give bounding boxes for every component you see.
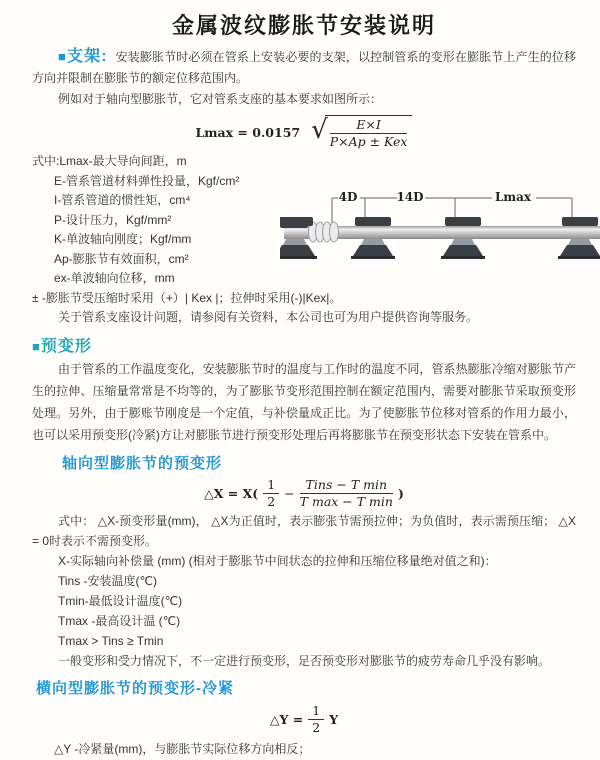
- pipe-support-diagram: [280, 152, 600, 277]
- lateral-predeform-formula: [32, 704, 576, 735]
- variable-line: Tins -安装温度(℃): [58, 573, 158, 588]
- variable-line: Tmax > Tins ≥ Tmin: [58, 633, 164, 648]
- guide-spacing-formula: [32, 115, 576, 149]
- dimension-label-4d: 4D: [338, 190, 358, 204]
- temp-denominator: T max − T min: [299, 493, 393, 509]
- close-paren: ): [397, 485, 404, 501]
- definition-line: I-管系管道的惯性矩，cm⁴: [54, 193, 191, 207]
- section-square-icon: ■: [58, 49, 66, 64]
- definition-line: P-设计压力，Kgf/mm²: [54, 212, 172, 227]
- definition-line: 式中:Lmax-最大导向间距，m: [32, 154, 187, 168]
- definitions-and-diagram: [32, 152, 576, 289]
- section-square-icon: ■: [32, 338, 40, 354]
- formula-denominator: P×Ap ± Kex: [329, 134, 408, 149]
- lateral-formula-explain: △Y -冷紧量(mm)，与膨胀节实际位移方向相反；: [54, 741, 311, 756]
- temp-numerator: Tins − T min: [300, 478, 393, 494]
- formula-numerator: E×I: [330, 118, 408, 134]
- half-denominator: 2: [267, 493, 276, 509]
- half-denominator: 2: [312, 719, 321, 735]
- support-example-text: 例如对于轴向型膨胀节，它对管系支座的基本要求如图所示：: [58, 92, 383, 106]
- half-numerator: 1: [308, 704, 324, 720]
- bellows-icon: [309, 222, 339, 242]
- axial-variable-list: [58, 551, 576, 651]
- service-note: 关于管系支座设计问题，请参阅有关资料，本公司也可为用户提供咨询等服务。: [58, 309, 479, 324]
- axial-predeform-formula: [32, 478, 576, 509]
- sqrt-sign: √: [311, 115, 328, 145]
- formula-lhs: Lmax = 0.0157: [195, 124, 301, 140]
- support-intro-text: 安装膨胀节时必须在管系上安装必要的支架，以控制管系的变形在膨胀节上产生的位移方向并限制在膨胀节的额定位移范围内。: [32, 50, 576, 85]
- plus-minus-note: ± -膨胀节受压缩时采用（+）| Kex |；拉伸时采用(-)|Kex|。: [32, 290, 342, 305]
- half-numerator: 1: [263, 478, 279, 494]
- variable-line: Tmin-最低设计温度(℃): [58, 593, 183, 608]
- variable-line: Tmax -最高设计温 (℃): [58, 613, 181, 628]
- support-intro-paragraph: [32, 46, 576, 89]
- formula-lhs: △Y =: [269, 711, 304, 727]
- definition-line: ex-单波轴向位移，mm: [54, 271, 175, 285]
- lateral-subheading: 横向型膨胀节的预变形-冷紧: [36, 679, 234, 697]
- minus-sign: −: [284, 485, 295, 501]
- formula-rhs: Y: [329, 711, 339, 727]
- axial-subheading: 轴向型膨胀节的预变形: [62, 454, 223, 472]
- definition-line: Ap-膨胀节有效面积，cm²: [54, 251, 189, 266]
- variable-line: X-实际轴向补偿量 (mm) (相对于膨胀节中间状态的拉伸和压缩位移量绝对值之和)：: [58, 553, 497, 568]
- support-section-title: 支架:: [66, 48, 108, 65]
- predeform-paragraph: 由于管系的工作温度变化，安装膨胀节时的温度与工作时的温度不同，管系热膨胀冷缩对膨胀节产生的拉伸、压缩量常常是不均等的，为了膨胀节变形范围控制在额定范围内，需要对膨胀节采取预变形处理。另外，由于膨账节刚度是一个定值，与补偿量成正比。为了使膨胀节位移对管系的作用力最小，也可以采用预变形(冷紧)方让对膨胀节进行预变形处理后再将膨胀节在预变形状态下安装在管系中。: [32, 361, 576, 442]
- page-title: 金属波纹膨胀节安装说明: [171, 13, 436, 38]
- definition-line: K-单波轴向刚度；Kgf/mm: [54, 232, 192, 246]
- pipe-diagram-svg: [280, 186, 600, 274]
- dimension-label-lmax: Lmax: [494, 190, 532, 204]
- definition-line: E-管系管道材料弹性投量，Kgf/cm²: [54, 173, 240, 188]
- formula-lhs: △X = X(: [204, 485, 259, 501]
- axial-formula-explain: 式中： △X-预变形量(mm)， △X为正值时，表示膨张节需预拉伸；为负值时，表示需预压缩； △X = 0时表示不需预变形。: [32, 513, 576, 548]
- dimension-label-14d: 14D: [396, 190, 424, 204]
- symbol-definitions: [32, 152, 280, 289]
- sqrt-radical: [311, 115, 412, 149]
- predeform-section-title: 预变形: [40, 337, 92, 355]
- axial-note: 一般变形和受力情况下，不一定进行预变形，足否预变形对膨胀节的疲劳寿命几乎没有影响。: [58, 653, 551, 668]
- predeform-section-header: [32, 336, 576, 358]
